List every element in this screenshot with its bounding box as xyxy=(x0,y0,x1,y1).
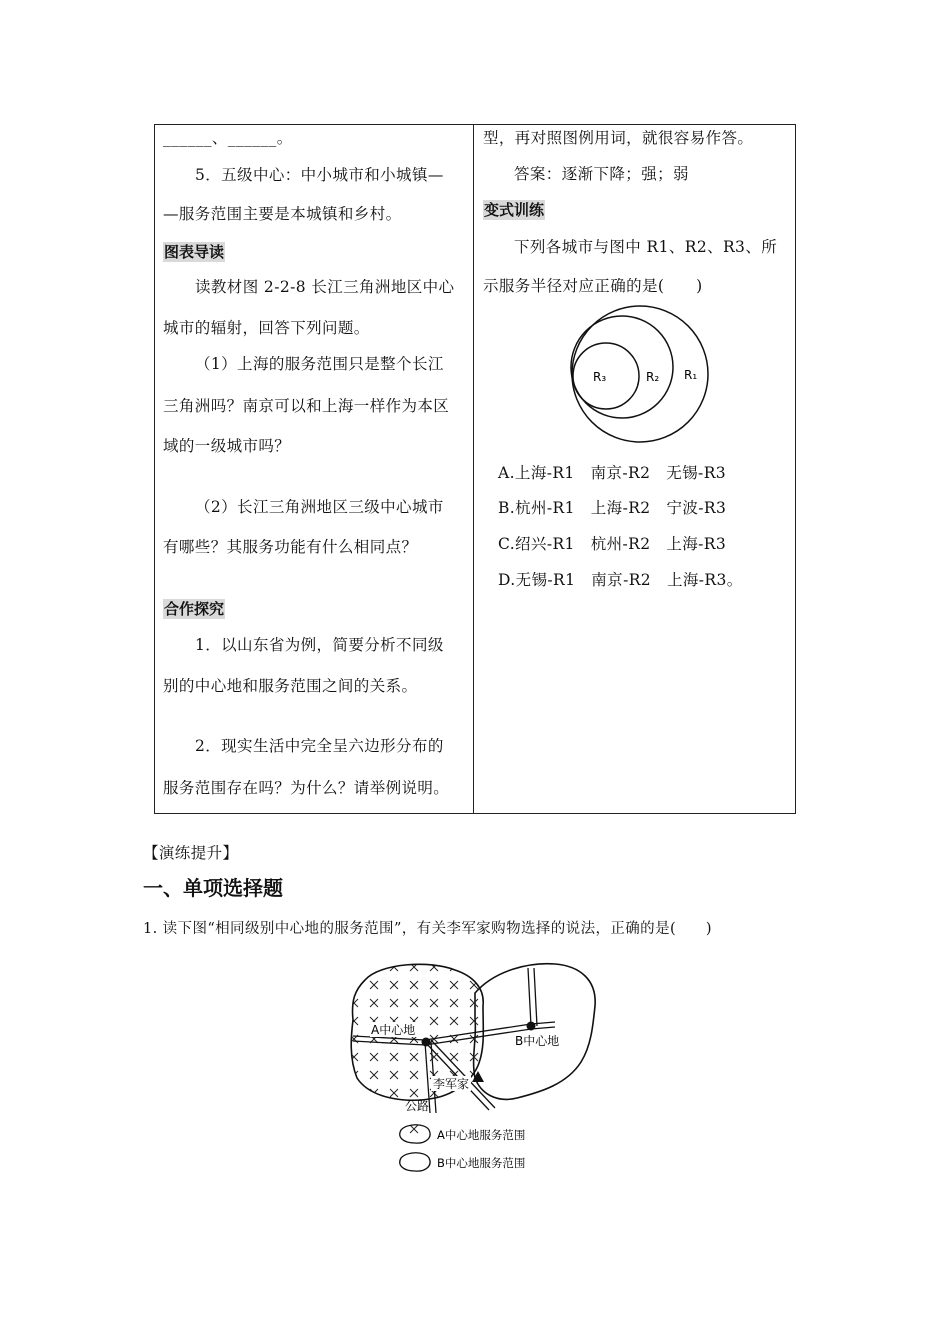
section-title: 一、单项选择题 xyxy=(143,876,283,900)
label-r1: R₁ xyxy=(684,368,698,382)
label-r2: R₂ xyxy=(646,370,660,384)
blank-line: ______、______。 xyxy=(163,129,293,147)
item5-line2: —服务范围主要是本城镇和乡村。 xyxy=(163,205,402,223)
item5-line1: 5．五级中心：中小城市和小城镇— xyxy=(195,166,444,184)
q1-line1: （1）上海的服务范围只是整个长江 xyxy=(195,355,444,373)
cooperation-heading: 合作探究 xyxy=(164,600,225,618)
answer-line: 答案：逐渐下降；强；弱 xyxy=(514,165,689,183)
legend-b-label: B中心地服务范围 xyxy=(437,1156,526,1170)
label-r3: R₃ xyxy=(593,370,607,384)
read-line1: 读教材图 2-2-8 长江三角洲地区中心 xyxy=(195,278,455,296)
b-center-label: B中心地 xyxy=(515,1034,560,1048)
q1-line3: 域的一级城市吗？ xyxy=(163,437,291,455)
q1-line2: 三角洲吗？南京可以和上海一样作为本区 xyxy=(163,397,450,415)
option-a: A.上海-R1 南京-R2 无锡-R3 xyxy=(498,464,727,482)
chart-reading-heading: 图表导读 xyxy=(164,243,225,261)
legend-b-swatch xyxy=(400,1153,430,1171)
option-d: D.无锡-R1 南京-R2 上海-R3。 xyxy=(498,571,743,589)
legend-a-label: A中心地服务范围 xyxy=(437,1128,526,1142)
road-label: 公路 xyxy=(405,1099,430,1113)
variant-question-line2: 示服务半径对应正确的是( ) xyxy=(483,277,703,295)
a-center-label: A中心地 xyxy=(371,1023,416,1037)
variant-question-line1: 下列各城市与图中 R1、R2、R3、所 xyxy=(514,238,778,256)
c1-line2: 别的中心地和服务范围之间的关系。 xyxy=(163,677,418,695)
option-c: C.绍兴-R1 杭州-R2 上海-R3 xyxy=(498,535,727,553)
question-1: 1. 读下图“相同级别中心地的服务范围”，有关李军家购物选择的说法，正确的是( ) xyxy=(143,921,712,937)
c2-line2: 服务范围存在吗？为什么？请举例说明。 xyxy=(163,779,450,797)
c2-line1: 2．现实生活中完全呈六边形分布的 xyxy=(195,737,444,755)
continuation-line: 型，再对照图例用词，就很容易作答。 xyxy=(483,129,754,147)
a-center-dot xyxy=(422,1038,431,1047)
practice-heading: 【演练提升】 xyxy=(143,844,239,862)
home-label: 李军家 xyxy=(433,1077,470,1091)
service-radius-diagram xyxy=(566,304,716,446)
c1-line1: 1．以山东省为例，简要分析不同级 xyxy=(195,636,444,654)
service-range-map xyxy=(345,958,605,1180)
b-center-dot xyxy=(527,1022,536,1031)
variant-training-heading: 变式训练 xyxy=(484,201,545,219)
table-column-divider xyxy=(473,124,474,814)
q2-line2: 有哪些？其服务功能有什么相同点？ xyxy=(163,538,418,556)
legend-a-swatch xyxy=(400,1125,430,1143)
read-line2: 城市的辐射，回答下列问题。 xyxy=(163,319,370,337)
q2-line1: （2）长江三角洲地区三级中心城市 xyxy=(195,498,444,516)
option-b: B.杭州-R1 上海-R2 宁波-R3 xyxy=(498,499,727,517)
